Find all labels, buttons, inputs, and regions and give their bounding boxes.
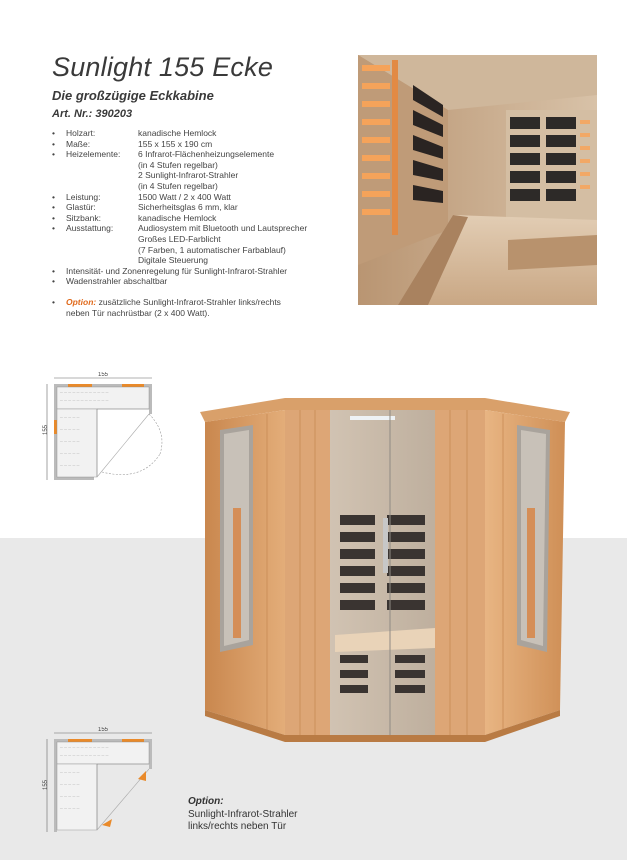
spec-value: Sicherheitsglas 6 mm, klar (138, 202, 238, 213)
bullet-icon (52, 255, 66, 266)
bullet-icon: • (52, 212, 55, 223)
article-number: Art. Nr.: 390203 (52, 108, 133, 120)
plan-depth-label: 155 (43, 424, 49, 435)
option-caption-line1: Sunlight-Infrarot-Strahler (188, 808, 298, 820)
spec-row (52, 245, 352, 256)
spec-label: Maße: (66, 138, 91, 149)
spec-value: (in 4 Stufen regelbar) (138, 180, 218, 191)
bullet-icon: • (52, 149, 55, 160)
bullet-icon: • (52, 296, 55, 307)
spec-value: Großes LED-Farblicht (138, 233, 221, 244)
bullet-icon: • (52, 276, 55, 287)
spec-label (66, 255, 138, 266)
spec-row (52, 202, 352, 213)
spec-row (52, 223, 352, 234)
option-label: Option: (66, 296, 97, 307)
spec-label: Leistung: (66, 191, 101, 202)
bullet-icon: • (52, 223, 55, 234)
spec-label (66, 245, 138, 256)
spec-row (52, 139, 352, 150)
spec-row (52, 181, 352, 192)
option-caption-line2: links/rechts neben Tür (188, 821, 287, 832)
spec-row (52, 149, 352, 160)
plan2-width-label: 155 (98, 727, 109, 733)
svg-text:¯ ¯ ¯ ¯ ¯: ¯ ¯ ¯ ¯ ¯ (60, 797, 80, 803)
spec-label (66, 160, 138, 171)
svg-text:¯ ¯ ¯ ¯ ¯: ¯ ¯ ¯ ¯ ¯ (60, 418, 80, 424)
svg-text:¯ ¯ ¯ ¯ ¯: ¯ ¯ ¯ ¯ ¯ (60, 466, 80, 472)
option-caption (188, 796, 298, 834)
spec-value: 155 x 155 x 190 cm (138, 138, 213, 149)
product-subtitle: Die großzügige Eckkabine (52, 88, 214, 103)
spec-label (66, 170, 138, 181)
option-note (52, 297, 352, 318)
option-text: zusätzliche Sunlight-Infrarot-Strahler links/rechts (96, 296, 281, 307)
bullet-icon (52, 245, 66, 256)
bullet-icon (52, 170, 66, 181)
spec-value: Audiosystem mit Bluetooth und Lautsprecher (138, 223, 308, 234)
product-title: Sunlight 155 Ecke (52, 52, 274, 82)
spec-label (66, 234, 138, 245)
svg-text:¯ ¯ ¯ ¯ ¯ ¯ ¯ ¯ ¯ ¯ ¯ ¯: ¯ ¯ ¯ ¯ ¯ ¯ ¯ ¯ ¯ ¯ ¯ ¯ (60, 748, 109, 754)
svg-text:¯ ¯ ¯ ¯ ¯ ¯ ¯ ¯ ¯ ¯ ¯ ¯: ¯ ¯ ¯ ¯ ¯ ¯ ¯ ¯ ¯ ¯ ¯ ¯ (60, 393, 109, 399)
option-heater-marker-icon (102, 819, 112, 827)
sauna-interior-photo (358, 55, 597, 305)
bullet-icon: • (52, 265, 55, 276)
svg-text:¯ ¯ ¯ ¯ ¯: ¯ ¯ ¯ ¯ ¯ (60, 454, 80, 460)
spec-row (52, 213, 352, 224)
option-text-2: neben Tür nachrüstbar (2 x 400 Watt). (66, 307, 210, 318)
plan2-depth-label: 155 (43, 779, 49, 790)
svg-text:¯ ¯ ¯ ¯ ¯: ¯ ¯ ¯ ¯ ¯ (60, 442, 80, 448)
sauna-cabin-image (195, 390, 575, 750)
spec-row (52, 128, 352, 139)
floor-plan-standard (42, 372, 172, 492)
svg-text:¯ ¯ ¯ ¯ ¯: ¯ ¯ ¯ ¯ ¯ (60, 809, 80, 815)
spec-value: Digitale Steuerung (138, 255, 208, 266)
svg-text:¯ ¯ ¯ ¯ ¯ ¯ ¯ ¯ ¯ ¯ ¯ ¯: ¯ ¯ ¯ ¯ ¯ ¯ ¯ ¯ ¯ ¯ ¯ ¯ (60, 401, 109, 407)
spec-row (52, 170, 352, 181)
floor-plan-option (42, 727, 172, 837)
bullet-icon: • (52, 128, 55, 138)
spec-value: 1500 Watt / 2 x 400 Watt (138, 191, 231, 202)
spec-value: 6 Infrarot-Flächenheizungselemente (138, 149, 275, 160)
option-heater-marker-icon (138, 771, 146, 781)
svg-text:¯ ¯ ¯ ¯ ¯ ¯ ¯ ¯ ¯ ¯ ¯ ¯: ¯ ¯ ¯ ¯ ¯ ¯ ¯ ¯ ¯ ¯ ¯ ¯ (60, 756, 109, 762)
option-caption-head: Option: (188, 796, 224, 807)
spec-label: Holzart: (66, 128, 96, 138)
spec-bullet-intensity (52, 266, 352, 277)
spec-value: kanadische Hemlock (138, 212, 217, 223)
spec-label (66, 181, 138, 192)
svg-text:¯ ¯ ¯ ¯ ¯: ¯ ¯ ¯ ¯ ¯ (60, 785, 80, 791)
plan-width-label: 155 (98, 372, 109, 378)
bullet-icon: • (52, 202, 55, 213)
spec-row (52, 192, 352, 203)
svg-text:¯ ¯ ¯ ¯ ¯: ¯ ¯ ¯ ¯ ¯ (60, 430, 80, 436)
spec-label: Glastür: (66, 202, 96, 213)
spec-bullet-calf (52, 276, 352, 287)
spec-row (52, 160, 352, 171)
svg-text:¯ ¯ ¯ ¯ ¯: ¯ ¯ ¯ ¯ ¯ (60, 773, 80, 779)
spec-label: Sitzbank: (66, 212, 101, 223)
spec-label: Ausstattung: (66, 223, 114, 234)
spec-label: Heizelemente: (66, 149, 121, 160)
spec-row (52, 234, 352, 245)
spec-value: kanadische Hemlock (138, 128, 217, 138)
spec-value: 2 Sunlight-Infrarot-Strahler (138, 170, 239, 181)
bullet-icon: • (52, 191, 55, 202)
spec-row (52, 255, 352, 266)
spec-value: (7 Farben, 1 automatischer Farbablauf) (138, 244, 286, 255)
bullet-icon: • (52, 138, 55, 149)
bullet-icon (52, 160, 66, 171)
spec-text: Intensität- und Zonenregelung für Sunlight-Infrarot-Strahler (66, 265, 288, 276)
bullet-icon (52, 181, 66, 192)
bullet-icon (52, 234, 66, 245)
spec-text: Wadenstrahler abschaltbar (66, 276, 168, 287)
spec-value: (in 4 Stufen regelbar) (138, 159, 218, 170)
spec-list (52, 128, 352, 318)
